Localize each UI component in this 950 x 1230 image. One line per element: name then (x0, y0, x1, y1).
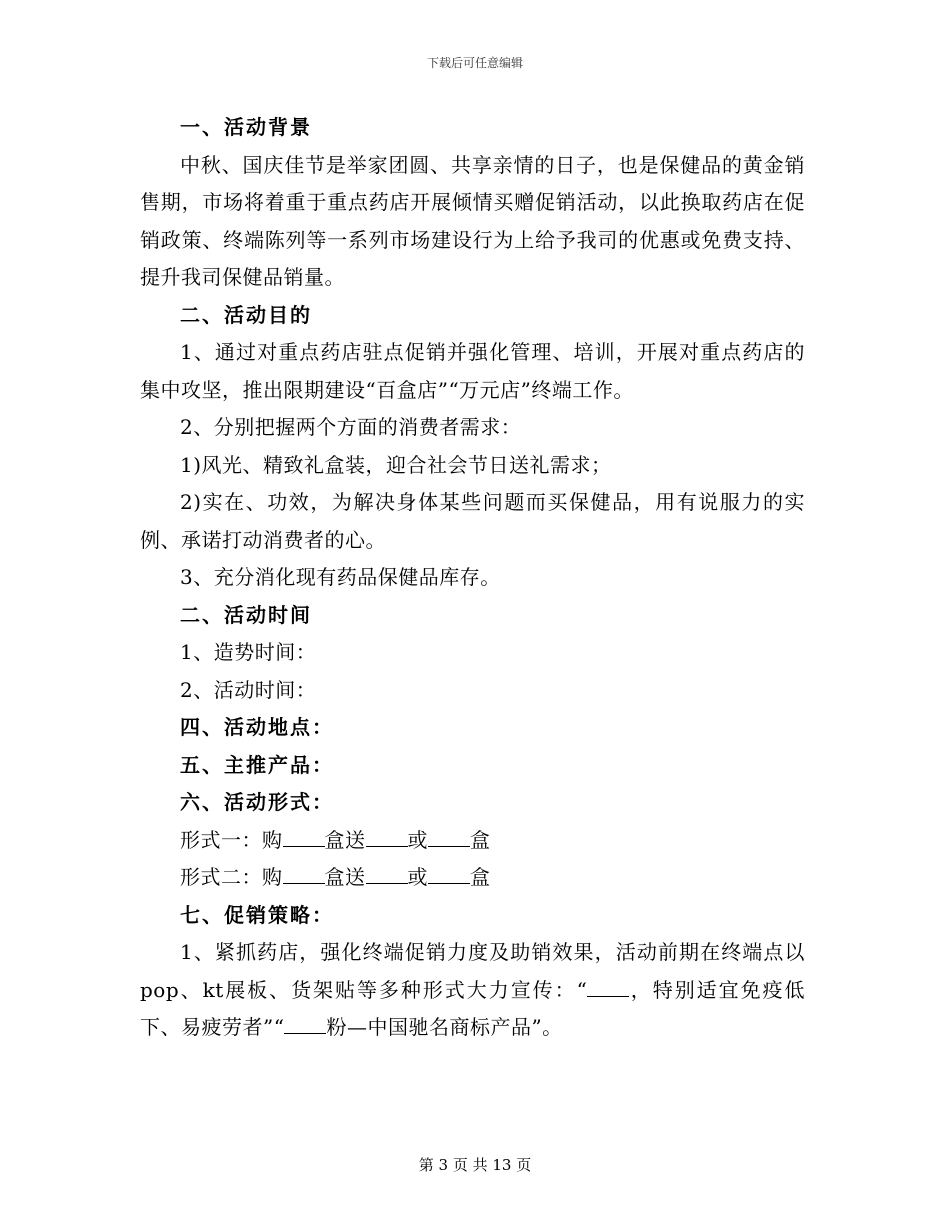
form-one-label: 形式一：购 (180, 827, 283, 852)
paragraph-time-2: 2、活动时间： (180, 677, 317, 702)
blank-line (428, 861, 470, 884)
page-number-footer: 第 3 页 共 13 页 (418, 1156, 532, 1174)
blank-line (366, 861, 408, 884)
form-one-line (140, 822, 805, 860)
paragraph-time-1: 1、造势时间： (180, 640, 317, 664)
form-two-line (140, 859, 805, 897)
page-header-note: 下载后可任意编辑 (426, 56, 523, 70)
form-one-part3: 或 (407, 827, 428, 852)
section-title-background: 一、活动背景 (180, 115, 312, 139)
strategy-text-a: 1、紧抓药店，强化终端促销力度及助销效果，活动前期在终端点以pop、kt展板、货架贴等多种形式大力宣传：“ (140, 940, 805, 1002)
strategy-text-b: ，特别适宜免疫低下、易疲劳者”“ (140, 977, 806, 1039)
strategy-text-c: 粉—中国驰名商标产品”。 (326, 1015, 563, 1039)
section-title-time: 二、活动时间 (180, 602, 312, 627)
form-one-part2: 盒送 (324, 827, 366, 852)
section-title-format: 六、活动形式： (180, 790, 334, 814)
blank-line (283, 824, 325, 847)
paragraph-purpose-2a: 1)风光、精致礼盒装，迎合社会节日送礼需求； (180, 452, 612, 477)
section-title-location: 四、活动地点： (180, 715, 334, 739)
document-body (140, 109, 805, 1047)
blank-line (587, 974, 629, 997)
blank-line (428, 824, 470, 847)
blank-line (284, 1011, 326, 1034)
section-title-products: 五、主推产品： (180, 752, 334, 777)
paragraph-purpose-2: 2、分别把握两个方面的消费者需求： (180, 415, 522, 439)
form-two-label: 形式二：购 (180, 865, 283, 889)
paragraph-purpose-3: 3、充分消化现有药品保健品库存。 (180, 565, 501, 589)
form-two-part2: 盒送 (324, 865, 366, 889)
section-title-strategy: 七、促销策略： (180, 902, 334, 927)
form-two-part4: 盒 (470, 865, 491, 889)
paragraph-strategy-1 (140, 934, 805, 1047)
form-one-part4: 盒 (470, 827, 491, 852)
paragraph-background: 中秋、国庆佳节是举家团圆、共享亲情的日子，也是保健品的黄金销售期，市场将着重于重点药店开展倾情买赠促销活动，以此换取药店在促销政策、终端陈列等一系列市场建设行为上给予我司的优惠或免费支持、提升我司保健品销量。 (140, 152, 805, 289)
blank-line (366, 824, 408, 847)
form-two-part3: 或 (407, 865, 428, 889)
blank-line (283, 861, 325, 884)
paragraph-purpose-2b: 2)实在、功效，为解决身体某些问题而买保健品，用有说服力的实例、承诺打动消费者的心。 (140, 490, 805, 552)
section-title-purpose: 二、活动目的 (180, 302, 312, 327)
paragraph-purpose-1: 1、通过对重点药店驻点促销并强化管理、培训，开展对重点药店的集中攻坚，推出限期建设“百盒店”“万元店”终端工作。 (140, 340, 805, 402)
